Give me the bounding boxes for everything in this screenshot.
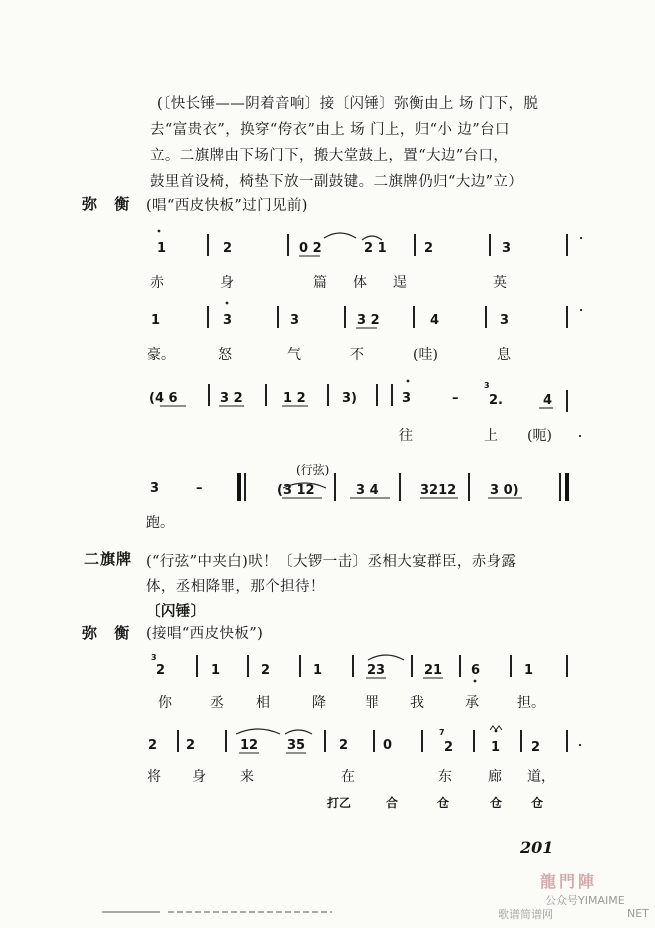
barline (510, 655, 512, 677)
lyric: 承 (465, 695, 479, 711)
page-number: 201 (520, 838, 554, 857)
lyric: 气 (287, 347, 301, 363)
dot-mark (495, 730, 498, 733)
cue-shan-chui: 〔闪锤〕 (146, 603, 206, 620)
lyric: 往 (399, 428, 413, 444)
lyric: 不 (350, 347, 364, 363)
note: 1 (524, 663, 534, 678)
lyric: 怒 (218, 347, 232, 363)
note: 3 (402, 391, 412, 406)
note: 2. (489, 393, 503, 408)
lyric: 担。 (517, 695, 545, 711)
grace-note: 3 (151, 653, 157, 662)
percussion: 仓 (490, 796, 503, 810)
note: 3 2 (220, 391, 243, 406)
note: 1 (313, 663, 323, 678)
barline (177, 730, 179, 752)
barline (324, 730, 326, 752)
barline (265, 384, 267, 406)
slur-mark (324, 233, 356, 238)
note: 2 (148, 738, 158, 753)
barline (414, 234, 416, 256)
note: 2 (156, 663, 166, 678)
lyric: 豪。 (147, 347, 175, 363)
lyric: 上 (484, 428, 498, 444)
grace-note: 7 (439, 728, 445, 737)
barline (391, 384, 393, 406)
lyric: 逞 (393, 275, 407, 291)
percussion: 打乙 (327, 796, 352, 810)
er-qipai-speech-2: 体，丞相降罪，那个担待！ (146, 579, 325, 595)
lyric: 赤 (150, 275, 164, 291)
dot-mark (226, 302, 229, 305)
stage-direction-line-2: 去“富贵衣”，换穿“侉衣”由上 场 门上，归“小 边”台口 (150, 122, 510, 138)
note: – (196, 481, 203, 496)
note: 35 (287, 738, 306, 753)
lyric: 篇 (313, 275, 327, 291)
barline (520, 730, 522, 752)
barline (411, 655, 413, 677)
barline (207, 234, 209, 256)
lyric: 你 (158, 695, 172, 711)
slur-mark (362, 236, 382, 240)
note: 3 2 (357, 313, 380, 328)
lyric: 罪 (365, 695, 379, 711)
xingxian-label: (行弦) (296, 463, 330, 477)
trill-mark (490, 726, 502, 730)
lyric: 丞 (210, 695, 224, 711)
barline (566, 730, 568, 752)
barline (334, 473, 336, 501)
note: 23 (367, 663, 386, 678)
note: 0 (383, 738, 393, 753)
percussion: 仓 (437, 796, 450, 810)
note: 1 (491, 740, 501, 755)
note: 1 2 (283, 391, 306, 406)
stage-direction-line-3: 立。二旗牌由下场门下，搬大堂鼓上，置“大边”台口， (150, 148, 509, 164)
repeat-bar-thick (565, 473, 569, 501)
dot-mark (580, 237, 582, 239)
barline (489, 234, 491, 256)
repeat-bar-thin (244, 473, 246, 501)
barline (207, 306, 209, 328)
lyric: 东 (438, 769, 452, 785)
lyric: 息 (497, 347, 511, 363)
note: 3 0) (490, 483, 519, 498)
barline (566, 234, 568, 256)
barline (344, 306, 346, 328)
note: 3 (150, 481, 160, 496)
note: 3 (223, 313, 233, 328)
barline (376, 384, 378, 406)
lyric: 相 (256, 695, 270, 711)
role-er-qipai: 二旗牌 (84, 550, 133, 568)
lyric: 身 (192, 769, 206, 785)
note: 2 1 (364, 241, 387, 256)
barline (459, 655, 461, 677)
dot-mark (579, 435, 581, 437)
barline (566, 306, 568, 328)
watermark-wechat: 公众号YIMAIME (545, 894, 625, 907)
barline (468, 473, 470, 501)
barline (287, 234, 289, 256)
watermark-net: NET (627, 907, 649, 920)
note: (3 12 (277, 483, 315, 498)
sing-instruction-1: (唱“西皮快板”过门见前) (146, 198, 308, 214)
note: 3 4 (356, 483, 379, 498)
lyric: 我 (410, 695, 424, 711)
lyric: 道， (527, 769, 555, 785)
lyric: 来 (240, 769, 254, 785)
note: (4 6 (149, 391, 178, 406)
note: 1 (157, 241, 167, 256)
lyric: 在 (341, 769, 355, 785)
lyric: (呃) (527, 428, 552, 444)
watermark-text: 歌谱简谱网 (498, 908, 553, 921)
role-mi-heng-2: 弥 衡 (82, 624, 136, 642)
stage-direction-line-4: 鼓里首设椅，椅垫下放一副鼓键。二旗牌仍归“大边”立） (150, 174, 524, 190)
barline (566, 390, 568, 412)
dot-mark (580, 309, 582, 311)
lyric: 降 (312, 695, 326, 711)
lyric: 跑。 (146, 515, 174, 531)
barline (485, 306, 487, 328)
note: 12 (240, 738, 259, 753)
barline (566, 655, 568, 677)
barline (299, 655, 301, 677)
barline (196, 655, 198, 677)
note: 2 (186, 738, 196, 753)
watermark-logo: 龍門陣 (540, 872, 598, 891)
barline (421, 730, 423, 752)
grace-note: 3 (484, 381, 490, 390)
note: 2 (223, 241, 233, 256)
barline (225, 730, 227, 752)
dot-mark (407, 380, 410, 383)
lyric: 体 (353, 275, 367, 291)
note: 2 (444, 740, 454, 755)
note: 2 (339, 738, 349, 753)
lyric: 身 (220, 275, 234, 291)
note: 4 (430, 313, 440, 328)
lyric: 英 (493, 275, 507, 291)
barline (277, 306, 279, 328)
note: 3) (342, 391, 357, 406)
lyric: (哇) (413, 347, 438, 363)
repeat-bar-thick (237, 473, 241, 501)
note: 21 (424, 663, 443, 678)
slur-mark (285, 730, 312, 734)
barline (373, 730, 375, 752)
barline (208, 384, 210, 406)
role-mi-heng-1: 弥 衡 (82, 195, 136, 213)
note: 3 (290, 313, 300, 328)
repeat-bar-thin (559, 473, 561, 501)
dot-mark (579, 744, 581, 746)
dot-mark (158, 230, 161, 233)
note: 2 (531, 740, 541, 755)
lyric: 将 (147, 769, 161, 785)
slur-mark (236, 729, 280, 734)
note: 2 (261, 663, 271, 678)
note: 0 2 (299, 241, 322, 256)
barline (413, 306, 415, 328)
barline (327, 384, 329, 406)
note: 1 (151, 313, 161, 328)
slur-mark (368, 655, 404, 660)
sing-instruction-2: (接唱“西皮快板”) (146, 626, 264, 642)
lyric: 廊 (488, 769, 502, 785)
barline (352, 655, 354, 677)
note: 3 (500, 313, 510, 328)
percussion: 仓 (531, 796, 544, 810)
note: 2 (424, 241, 434, 256)
note: 6 (471, 663, 481, 678)
barline (399, 473, 401, 501)
note: 1 (211, 663, 221, 678)
note: – (452, 391, 459, 406)
percussion: 合 (386, 796, 399, 810)
barline (473, 730, 475, 752)
dot-mark (474, 680, 477, 683)
er-qipai-speech-1: (“行弦”中夹白)吠！〔大锣一击〕丞相大宴群臣，赤身露 (146, 554, 517, 570)
note: 3212 (420, 483, 457, 498)
stage-direction-line-1: (〔快长锤——阴着音响〕接〔闪锤〕弥衡由上 场 门下，脱 (157, 96, 539, 112)
note: 3 (502, 241, 512, 256)
barline (247, 655, 249, 677)
note: 4 (543, 393, 553, 408)
